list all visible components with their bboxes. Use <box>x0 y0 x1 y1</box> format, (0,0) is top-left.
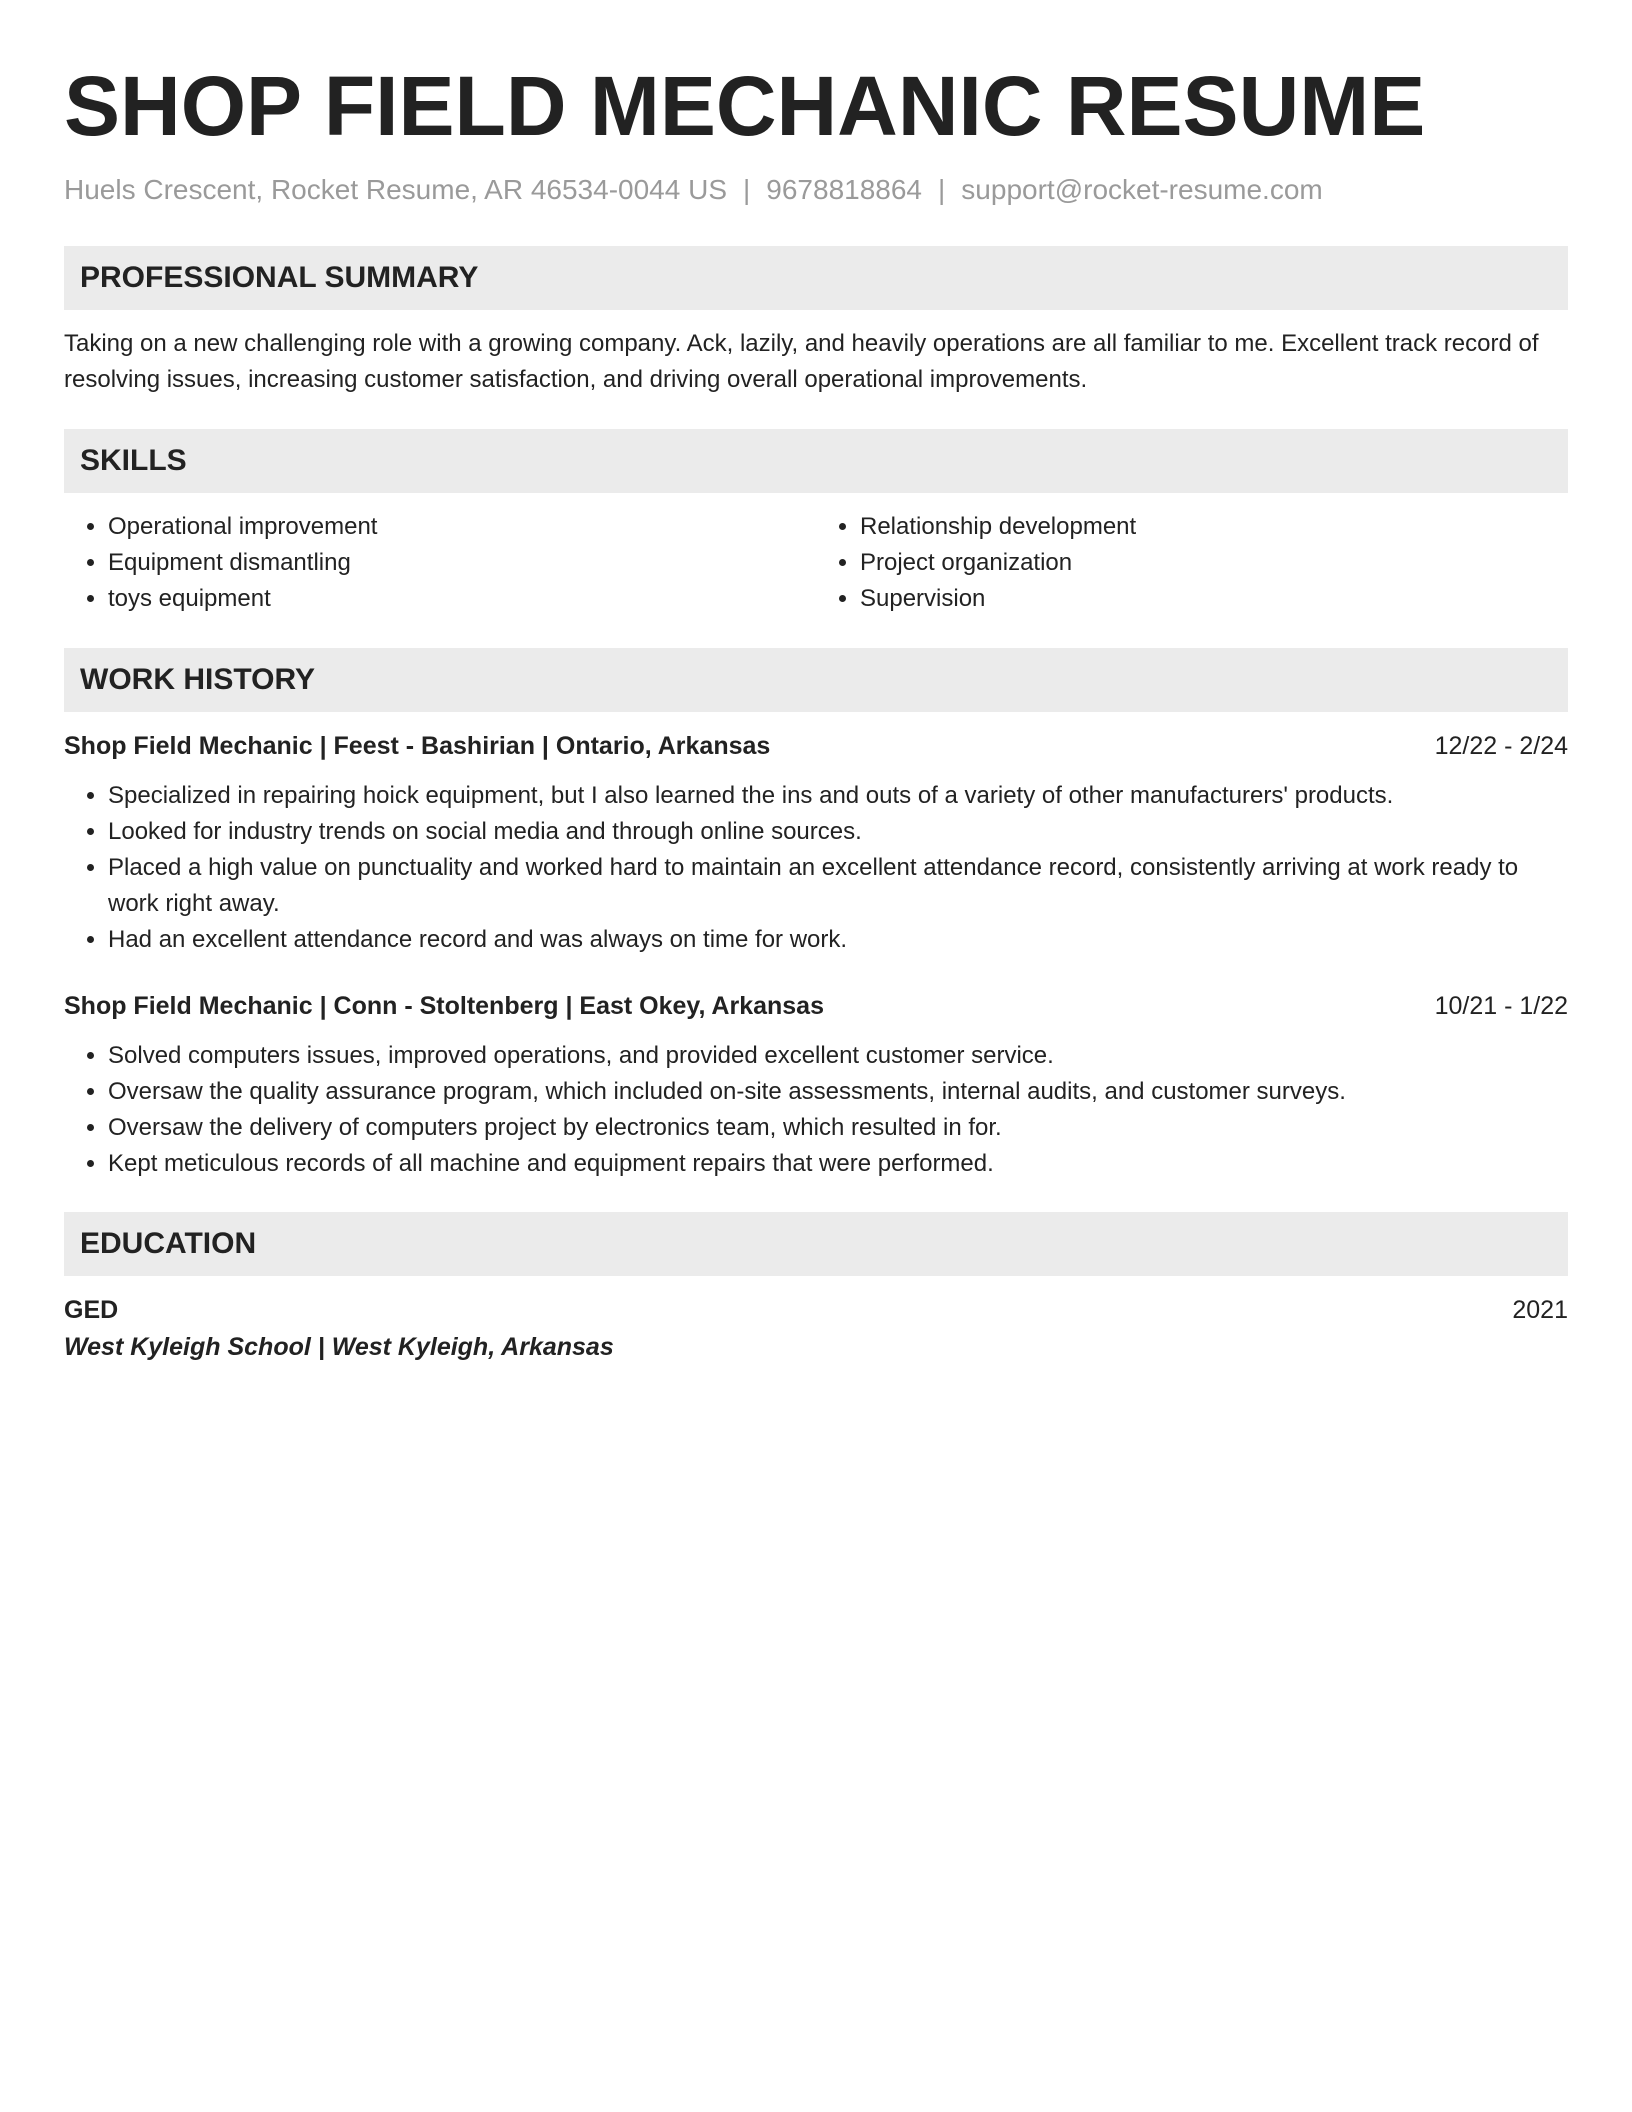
job-title: Shop Field Mechanic | Conn - Stoltenberg | East Okey, Arkansas <box>64 992 824 1020</box>
contact-address: Huels Crescent, Rocket Resume, AR 46534-0044 US <box>64 174 727 205</box>
skill-item: • Supervision <box>860 581 1568 617</box>
education-degree: GED <box>64 1296 119 1324</box>
resume-title: SHOP FIELD MECHANIC RESUME <box>64 59 1426 153</box>
contact-line <box>64 172 1568 208</box>
job-bullet: • Solved computers issues, improved operations, and provided excellent customer service. <box>108 1038 1568 1074</box>
job-bullet: • Kept meticulous records of all machine and equipment repairs that were performed. <box>108 1146 1568 1182</box>
job-dates: 10/21 - 1/22 <box>1434 992 1568 1020</box>
skills-column-left <box>64 509 816 617</box>
summary-text: Taking on a new challenging role with a growing company. Ack, lazily, and heavily operations are all familiar to me. Excellent track record of resolving issues, increasing customer satisfaction, and driving overall operational improvements. <box>64 330 1539 393</box>
job-header <box>64 988 1568 1024</box>
job-bullets <box>64 1038 1568 1182</box>
contact-separator: | <box>938 174 946 205</box>
skill-item: • Operational improvement <box>108 509 816 545</box>
skills-column-right <box>816 509 1568 617</box>
job-entry <box>64 728 1568 958</box>
skill-item: • toys equipment <box>108 581 816 617</box>
section-heading-skills: SKILLS <box>64 429 1568 493</box>
skill-item: • Equipment dismantling <box>108 545 816 581</box>
job-bullet: • Oversaw the quality assurance program, which included on-site assessments, internal audits, and customer surveys. <box>108 1074 1568 1110</box>
job-entry <box>64 988 1568 1182</box>
education-header <box>64 1292 1568 1328</box>
job-bullet: • Had an excellent attendance record and was always on time for work. <box>108 922 1568 958</box>
section-heading-work-history: WORK HISTORY <box>64 648 1568 712</box>
education-school: West Kyleigh School | West Kyleigh, Arkansas <box>64 1333 614 1361</box>
section-heading-summary: PROFESSIONAL SUMMARY <box>64 246 1568 310</box>
job-bullet: • Specialized in repairing hoick equipment, but I also learned the ins and outs of a variety of other manufacturers' products. <box>108 778 1568 814</box>
contact-email: support@rocket-resume.com <box>961 174 1323 205</box>
contact-separator: | <box>743 174 751 205</box>
job-bullet: • Oversaw the delivery of computers project by electronics team, which resulted in for. <box>108 1110 1568 1146</box>
job-bullet: • Placed a high value on punctuality and worked hard to maintain an excellent attendance record, consistently arriving at work ready to work right away. <box>108 850 1568 922</box>
job-bullets <box>64 778 1568 958</box>
job-header <box>64 728 1568 764</box>
job-bullet: • Looked for industry trends on social media and through online sources. <box>108 814 1568 850</box>
skill-item: • Relationship development <box>860 509 1568 545</box>
job-title: Shop Field Mechanic | Feest - Bashirian | Ontario, Arkansas <box>64 732 771 760</box>
contact-phone: 9678818864 <box>766 174 923 205</box>
education-year: 2021 <box>1512 1296 1568 1324</box>
section-heading-education: EDUCATION <box>64 1212 1568 1276</box>
skill-item: • Project organization <box>860 545 1568 581</box>
job-dates: 12/22 - 2/24 <box>1434 732 1568 760</box>
skills-list <box>64 509 1568 617</box>
